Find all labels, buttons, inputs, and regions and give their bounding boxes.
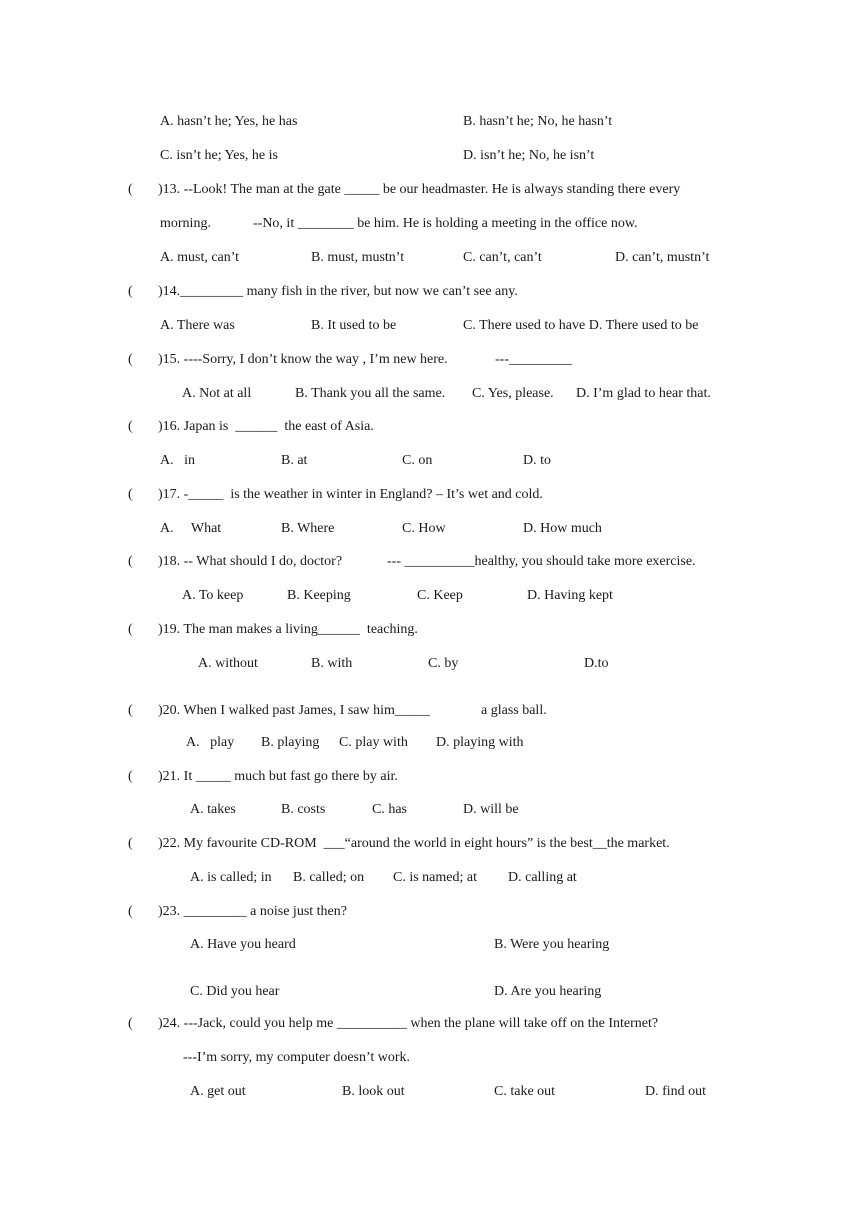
q15-option-b: B. Thank you all the same. <box>295 386 446 401</box>
q22-option-a: A. is called; in <box>190 870 272 885</box>
q21-option-d: D. will be <box>463 802 519 817</box>
q15-reply: ---_________ <box>495 352 572 367</box>
q12-option-a: A. hasn’t he; Yes, he has <box>160 114 298 129</box>
q17-option-a: A. What <box>160 521 222 536</box>
q23-option-c: C. Did you hear <box>190 984 280 999</box>
q14-option-cd: C. There used to have D. There used to be <box>463 318 699 333</box>
q19-option-a: A. without <box>198 656 258 671</box>
q18-answer-paren: ( <box>128 554 133 569</box>
q15-option-a: A. Not at all <box>182 386 252 401</box>
q12-option-b: B. hasn’t he; No, he hasn’t <box>463 114 613 129</box>
q19-option-c: C. by <box>428 656 459 671</box>
q16-option-d: D. to <box>523 453 551 468</box>
q19-option-b: B. with <box>311 656 353 671</box>
q19-answer-paren: ( <box>128 622 133 637</box>
q24-option-a: A. get out <box>190 1084 246 1099</box>
q18-option-d: D. Having kept <box>527 588 613 603</box>
q20-stem-end: a glass ball. <box>481 703 547 718</box>
q19-stem: )19. The man makes a living______ teaching. <box>158 622 418 637</box>
q18-reply: --- __________healthy, you should take more exercise. <box>387 554 696 569</box>
q12-option-c: C. isn’t he; Yes, he is <box>160 148 278 163</box>
q21-option-b: B. costs <box>281 802 326 817</box>
q15-option-c: C. Yes, please. <box>472 386 554 401</box>
q13-option-d: D. can’t, mustn’t <box>615 250 710 265</box>
q22-option-c: C. is named; at <box>393 870 477 885</box>
q20-option-b: B. playing <box>261 735 320 750</box>
q16-answer-paren: ( <box>128 419 133 434</box>
q24-option-d: D. find out <box>645 1084 707 1099</box>
q20-stem: )20. When I walked past James, I saw him_____ <box>158 703 430 718</box>
q24-option-c: C. take out <box>494 1084 556 1099</box>
q20-option-c: C. play with <box>339 735 408 750</box>
q22-stem: )22. My favourite CD-ROM ___“around the world in eight hours” is the best__the market. <box>158 836 670 851</box>
q20-option-d: D. playing with <box>436 735 524 750</box>
q16-option-c: C. on <box>402 453 433 468</box>
q22-answer-paren: ( <box>128 836 133 851</box>
q14-option-a: A. There was <box>160 318 235 333</box>
q16-option-b: B. at <box>281 453 308 468</box>
q23-answer-paren: ( <box>128 904 133 919</box>
q18-option-b: B. Keeping <box>287 588 351 603</box>
q18-stem: )18. -- What should I do, doctor? <box>158 554 343 569</box>
q17-option-c: C. How <box>402 521 446 536</box>
q15-stem: )15. ----Sorry, I don’t know the way , I’m new here. <box>158 352 448 367</box>
q17-option-d: D. How much <box>523 521 602 536</box>
q21-option-a: A. takes <box>190 802 236 817</box>
q14-option-b: B. It used to be <box>311 318 397 333</box>
q15-option-d: D. I’m glad to hear that. <box>576 386 711 401</box>
q20-option-a: A. play <box>186 735 235 750</box>
q13-stem: )13. --Look! The man at the gate _____ be our headmaster. He is always standing there every <box>158 182 681 197</box>
q13-reply: --No, it ________ be him. He is holding a meeting in the office now. <box>253 216 638 231</box>
q16-stem: )16. Japan is ______ the east of Asia. <box>158 419 374 434</box>
q23-stem: )23. _________ a noise just then? <box>158 904 347 919</box>
q17-stem: )17. -_____ is the weather in winter in England? – It’s wet and cold. <box>158 487 543 502</box>
q19-option-d: D.to <box>584 656 609 671</box>
q21-stem: )21. It _____ much but fast go there by air. <box>158 769 398 784</box>
q14-stem: )14._________ many fish in the river, but now we can’t see any. <box>158 284 518 299</box>
q23-option-a: A. Have you heard <box>190 937 296 952</box>
q17-option-b: B. Where <box>281 521 335 536</box>
q12-option-d: D. isn’t he; No, he isn’t <box>463 148 595 163</box>
q24-reply: ---I’m sorry, my computer doesn’t work. <box>183 1050 411 1065</box>
q13-option-c: C. can’t, can’t <box>463 250 542 265</box>
q21-option-c: C. has <box>372 802 407 817</box>
q22-option-d: D. calling at <box>508 870 577 885</box>
q18-option-c: C. Keep <box>417 588 463 603</box>
q24-answer-paren: ( <box>128 1016 133 1031</box>
q13-stem-cont: morning. <box>160 216 211 231</box>
q22-option-b: B. called; on <box>293 870 365 885</box>
q16-option-a: A. in <box>160 453 195 468</box>
q18-option-a: A. To keep <box>182 588 244 603</box>
q15-answer-paren: ( <box>128 352 133 367</box>
q14-answer-paren: ( <box>128 284 133 299</box>
q13-answer-paren: ( <box>128 182 133 197</box>
q13-option-b: B. must, mustn’t <box>311 250 405 265</box>
q23-option-b: B. Were you hearing <box>494 937 610 952</box>
q17-answer-paren: ( <box>128 487 133 502</box>
q24-option-b: B. look out <box>342 1084 405 1099</box>
q13-option-a: A. must, can’t <box>160 250 240 265</box>
q21-answer-paren: ( <box>128 769 133 784</box>
q20-answer-paren: ( <box>128 703 133 718</box>
q24-stem: )24. ---Jack, could you help me __________ when the plane will take off on the Internet? <box>158 1016 659 1031</box>
q23-option-d: D. Are you hearing <box>494 984 602 999</box>
